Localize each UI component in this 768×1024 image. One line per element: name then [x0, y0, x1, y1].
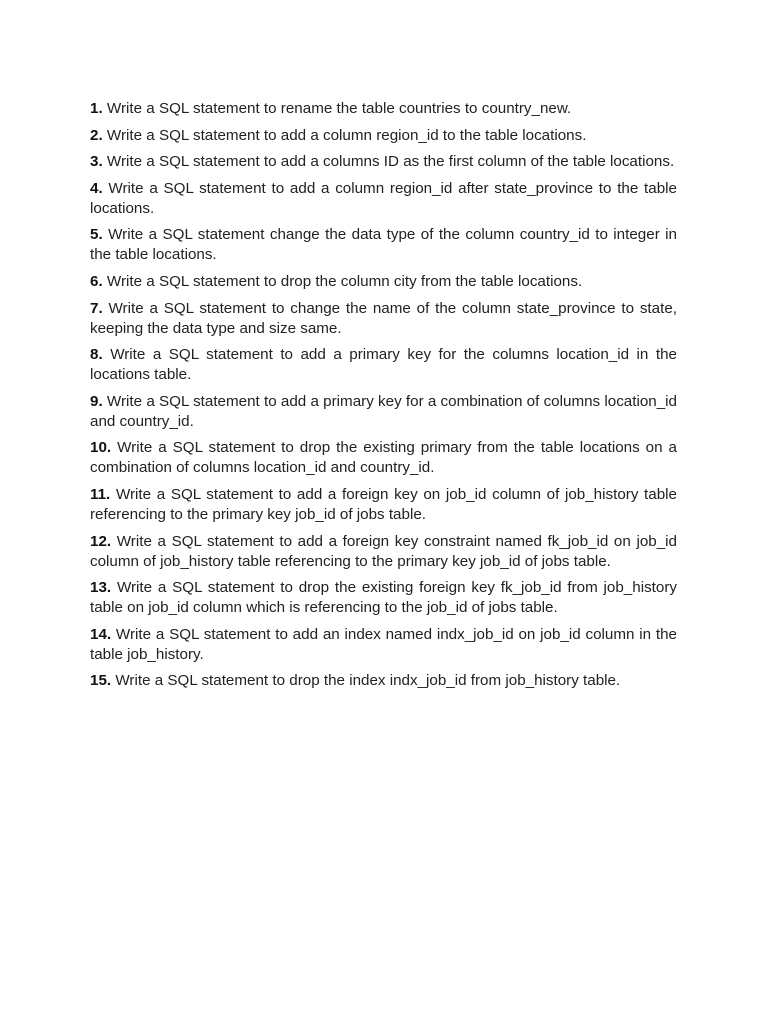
question-text: Write a SQL statement to add a column region_id to the table locations. — [106, 126, 587, 144]
question-text: Write a SQL statement to rename the table countries to country_new. — [106, 100, 572, 117]
question-item-2 — [90, 126, 677, 146]
question-number: 8. — [90, 346, 103, 364]
question-item-13 — [90, 578, 677, 618]
question-number: 14. — [90, 625, 112, 643]
question-text: Write a SQL statement to change the name of the column state_province to state, keeping the data type and size same. — [90, 299, 677, 337]
question-text: Write a SQL statement to add a column region_id after state_province to the table locations. — [90, 179, 677, 217]
question-number: 12. — [90, 532, 112, 550]
question-item-1 — [90, 99, 677, 119]
question-item-3 — [90, 152, 677, 172]
question-text: Write a SQL statement to add an index named indx_job_id on job_id column in the table job_history. — [90, 625, 677, 663]
question-number: 13. — [90, 579, 112, 597]
question-number: 1. — [90, 100, 103, 117]
question-item-9 — [90, 392, 677, 432]
question-list — [90, 99, 677, 698]
question-item-14 — [90, 625, 677, 665]
question-number: 7. — [90, 299, 103, 317]
question-number: 6. — [90, 272, 103, 290]
question-number: 4. — [90, 179, 103, 197]
question-text: Write a SQL statement to add a foreign key constraint named fk_job_id on job_id column of job_history table referencing to the primary key job_id of jobs table. — [90, 532, 677, 570]
question-item-8 — [90, 345, 677, 385]
question-item-15 — [90, 671, 677, 691]
question-text: Write a SQL statement to drop the column city from the table locations. — [106, 272, 583, 290]
question-text: Write a SQL statement change the data type of the column country_id to integer in the table locations. — [90, 226, 677, 264]
question-item-4 — [90, 179, 677, 219]
question-number: 10. — [90, 439, 112, 457]
question-number: 11. — [90, 485, 111, 503]
question-number: 5. — [90, 226, 103, 244]
question-item-10 — [90, 438, 677, 478]
question-item-11 — [90, 485, 677, 525]
question-item-12 — [90, 532, 677, 572]
question-number: 2. — [90, 126, 103, 144]
question-item-6 — [90, 272, 677, 292]
question-text: Write a SQL statement to add a primary key for the columns location_id in the locations table. — [90, 346, 677, 384]
question-text: Write a SQL statement to drop the existing foreign key fk_job_id from job_history table on job_id column which is referencing to the job_id of jobs table. — [90, 579, 677, 617]
question-item-5 — [90, 225, 677, 265]
question-number: 9. — [90, 392, 103, 410]
question-item-7 — [90, 299, 677, 339]
question-number: 3. — [90, 153, 103, 171]
question-text: Write a SQL statement to drop the index indx_job_id from job_history table. — [115, 672, 621, 690]
question-text: Write a SQL statement to drop the existing primary from the table locations on a combination of columns location_id and country_id. — [90, 439, 677, 477]
question-text: Write a SQL statement to add a foreign key on job_id column of job_history table referencing to the primary key job_id of jobs table. — [90, 485, 677, 523]
question-text: Write a SQL statement to add a columns ID as the first column of the table locations. — [106, 153, 675, 171]
question-text: Write a SQL statement to add a primary key for a combination of columns location_id and country_id. — [90, 392, 677, 430]
question-number: 15. — [90, 672, 112, 690]
